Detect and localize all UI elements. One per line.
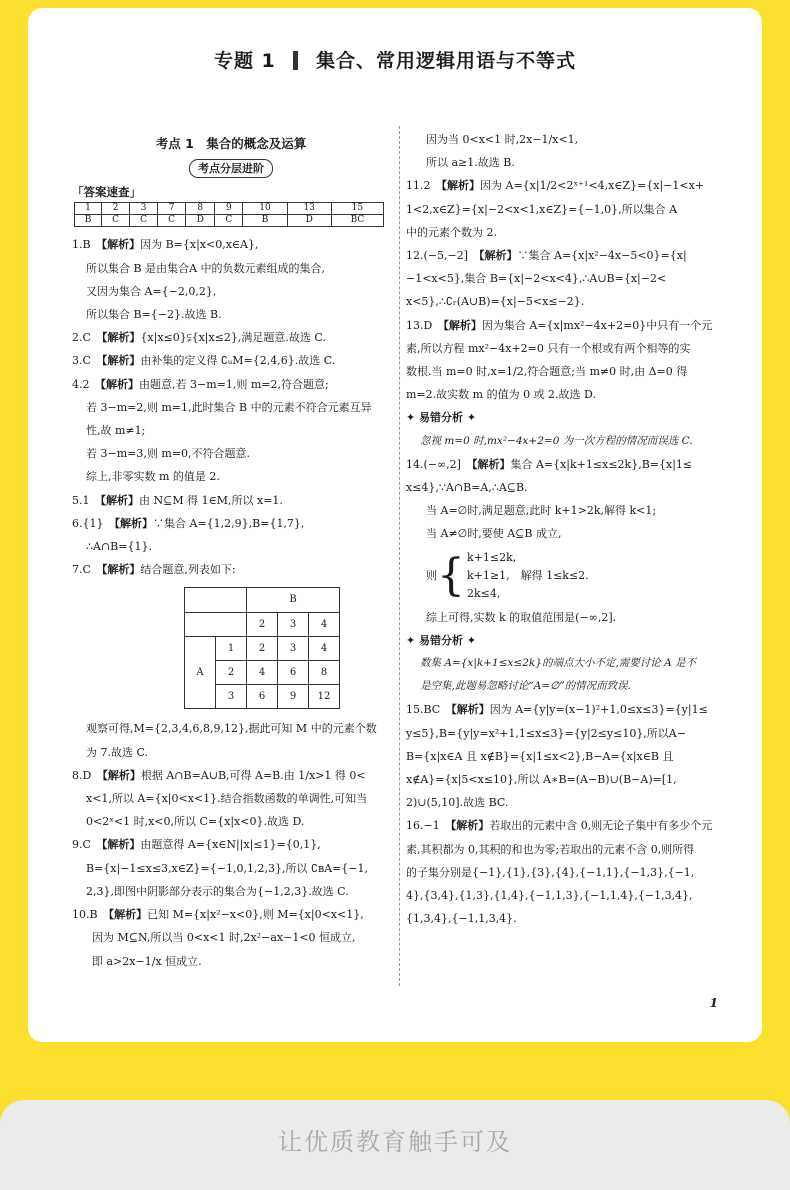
table-cell: 4 [247,661,278,685]
solution-line: 3.C 【解析】由补集的定义得 ∁ᵤM={2,4,6}.故选 C. [72,354,336,368]
document-page [28,8,762,1042]
solution-line: 当 A≠∅时,要使 A⊆B 成立, [426,527,562,541]
brace-icon: { [437,549,465,601]
solution-line: 即 a>2x−1/x 恒成立. [92,954,202,968]
solution-line: 数根.当 m=0 时,x=1/2,符合题意;当 m≠0 时,由 Δ=0 得 [406,365,688,379]
answer-value: C [158,215,186,227]
analysis-tag: 【解析】 [443,318,482,332]
solution-line: ∴A∩B={1}. [86,540,152,554]
answer-table [74,202,384,227]
answer-value: B [243,215,287,227]
answer-value: C [130,215,158,227]
solution-line: 因为当 0<x<1 时,2x−1/x<1, [426,133,579,146]
right-column [406,128,722,931]
footer-banner [0,1100,790,1190]
solution-line: 12.(−5,−2] 【解析】∵集合 A={x|x²−4x−5<0}={x| [406,249,687,263]
solution-line: 7.C 【解析】结合题意,列表如下: [72,563,236,577]
answer-number: 13 [287,203,331,215]
solution-line: x∉A}={x|5<x≤10},所以 A∗B=(A−B)∪(B−A)=[1, [406,773,677,787]
solution-line: 4.2 【解析】由题意,若 3−m=1,则 m=2,符合题意; [72,377,329,391]
solution-line: 因为 M⊆N,所以当 0<x<1 时,2x²−ax−1<0 恒成立, [92,931,356,945]
table-b-label: B [247,588,340,612]
solution-line: 所以 a≥1.故选 B. [426,156,515,170]
title-separator [293,51,298,70]
analysis-tag: 【解析】 [114,516,153,530]
solution-line: 4},{3,4},{1,3},{1,4},{−1,1,3},{−1,1,4},{−1,3,4}, [406,889,693,903]
analysis-tag: 【解析】 [450,819,490,833]
error-analysis-text: 数集 A={x|k+1≤x≤2k}的端点大小不定,需要讨论 A 是不 [420,657,697,670]
solution-line: m=2.故实数 m 的值为 0 或 2.故选 D. [406,388,596,402]
solution-line: 综上可得,实数 k 的取值范围是(−∞,2]. [426,610,617,624]
analysis-tag: 【解析】 [101,354,141,368]
answer-number: 10 [243,203,287,215]
solution-line: x<5},∴∁ᵣ(A∪B)={x|−5<x≤−2}. [406,295,585,309]
column-divider [399,126,400,986]
analysis-tag: 【解析】 [479,249,518,263]
answer-value: C [102,215,130,227]
table-cell: 6 [247,685,278,709]
table-cell: 12 [309,685,340,709]
answer-value: BC [331,215,383,227]
analysis-tag: 【解析】 [441,179,480,193]
analysis-tag: 【解析】 [100,493,139,507]
level-badge: 考点分层进阶 [189,159,273,178]
answer-number: 2 [102,203,130,215]
analysis-tag: 【解析】 [101,563,141,577]
solution-line: 性,故 m≠1; [86,424,146,438]
footer-slogan: 让优质教育触手可及 [278,1128,512,1156]
solution-line: 15.BC 【解析】因为 A={y|y=(x−1)²+1,0≤x≤3}={y|1≤ [406,703,708,717]
table-corner [185,588,247,612]
solution-line: 所以集合 B={−2}.故选 B. [86,308,222,322]
solution-line: 素,其积都为 0,其积的和也为零;若取出的元素不含 0,则所得 [406,842,695,856]
solution-line: 16.−1 【解析】若取出的元素中含 0,则无论子集中有多少个元 [406,819,713,833]
solution-line: 若 3−m=2,则 m=1,此时集合 B 中的元素不符合元素互异 [86,400,372,414]
left-column [72,128,390,973]
solution-line: 综上,非零实数 m 的值是 2. [86,470,220,484]
solution-line: x<1,所以 A={x|0<x<1}.结合指数函数的单调性,可知当 [86,792,368,806]
solution-line: B={x|x∈A 且 x∉B}={x|1≤x<2},B−A={x|x∈B 且 [406,749,674,763]
table-a-label: A [185,636,216,709]
table-corner [185,612,247,636]
solution-line: B={x|−1≤x≤3,x∈Z}={−1,0,1,2,3},所以 ∁ʙA={−1, [86,861,369,875]
solution-line: 2)∪(5,10].故选 BC. [406,796,509,810]
table-cell: 6 [278,661,309,685]
answer-number: 15 [331,203,383,215]
answer-number: 1 [75,203,102,215]
solution-line: 14.(−∞,2] 【解析】集合 A={x|k+1≤x≤2k},B={x|1≤ [406,457,693,471]
analysis-tag: 【解析】 [108,908,148,922]
solution-line: y≤5},B={y|y=x²+1,1≤x≤3}={y|2≤y≤10},所以A− [406,726,686,740]
error-analysis-text: 忽视 m=0 时,mx²−4x+2=0 为一次方程的情况而误选 C. [420,434,693,447]
analysis-tag: 【解析】 [101,838,141,852]
answer-value: D [287,215,331,227]
title-subject: 集合、常用逻辑用语与不等式 [316,50,577,72]
answer-number: 9 [215,203,243,215]
answer-value: D [186,215,215,227]
solution-line: 9.C 【解析】由题意得 A={x∈N||x|≤1}={0,1}, [72,838,321,852]
solution-line: −1<x<5},集合 B={x|−2<x<4},∴A∪B={x|−2< [406,272,667,286]
answer-check-label: 「答案速查」 [72,185,141,200]
solution-line: 中的元素个数为 2. [406,225,497,239]
solution-line: {1,3,4},{−1,1,3,4}. [406,912,517,926]
table-cell: 9 [278,685,309,709]
solution-line: 素,所以方程 mx²−4x+2=0 只有一个根或有两个相等的实 [406,341,691,355]
answer-value: B [75,215,102,227]
solution-line: 8.D 【解析】根据 A∩B=A∪B,可得 A=B.由 1/x>1 得 0< [72,768,366,782]
solution-line: 又因为集合 A={−2,0,2}, [86,284,217,298]
answer-value: C [215,215,243,227]
inequality-system [406,546,722,606]
solution-line: 观察可得,M={2,3,4,6,8,9,12},据此可知 M 中的元素个数 [86,722,377,736]
page-number: 1 [709,996,718,1010]
solution-line: 10.B 【解析】已知 M={x|x²−x<0},则 M={x|0<x<1}, [72,908,364,922]
answer-number: 3 [130,203,158,215]
table-cell: 3 [278,636,309,660]
system-line: k+1≥1, 解得 1≤k≤2. [467,568,589,582]
error-analysis-text: 是空集,此题易忽略讨论“A=∅”的情况而致误. [420,680,631,693]
solution-line: x≤4},∵A∩B=A,∴A⊆B. [406,481,528,495]
table-cell: 8 [309,661,340,685]
table-header: 4 [309,612,340,636]
system-line: k+1≤2k, [467,550,517,564]
analysis-tag: 【解析】 [471,457,511,471]
solution-line: 1.B 【解析】因为 B={x|x<0,x∈A}, [72,238,259,252]
answer-number: 8 [186,203,215,215]
system-prefix: 则 [426,569,437,583]
solution-line: 5.1 【解析】由 N⊆M 得 1∈M,所以 x=1. [72,493,283,507]
section-title: 考点 1 集合的概念及运算 [155,136,307,151]
solution-block-2 [72,717,390,972]
system-line: 2k≤4, [467,586,501,600]
table-cell: 4 [309,636,340,660]
error-analysis-label: ✦ 易错分析 ✦ [406,633,477,647]
analysis-tag: 【解析】 [100,377,139,391]
solution-line: 2,3},即图中阴影部分表示的集合为{−1,2,3}.故选 C. [86,884,349,898]
table-row-header: 2 [216,661,247,685]
analysis-tag: 【解析】 [101,331,141,345]
title-topic: 专题 1 [213,50,276,72]
solution-line: 1<2,x∈Z}={x|−2<x<1,x∈Z}={−1,0},所以集合 A [406,202,678,216]
product-table [184,587,340,709]
solution-line: 11.2 【解析】因为 A={x|1/2<2ˣ⁺¹<4,x∈Z}={x|−1<x+ [406,179,705,193]
solution-line: 的子集分别是{−1},{1},{3},{4},{−1,1},{−1,3},{−1, [406,865,695,879]
analysis-tag: 【解析】 [451,703,490,717]
solution-block-1 [72,233,390,581]
table-header: 2 [247,612,278,636]
solution-line: 当 A=∅时,满足题意,此时 k+1>2k,解得 k<1; [426,504,657,518]
solution-line: 为 7.故选 C. [86,745,149,759]
table-row-header: 1 [216,636,247,660]
solution-line: 2.C 【解析】{x|x≤0}⫋{x|x≤2},满足题意.故选 C. [72,331,326,345]
table-header: 3 [278,612,309,636]
solution-line: 若 3−m=3,则 m=0,不符合题意. [86,447,250,461]
solution-line: 6.{1} 【解析】∵集合 A={1,2,9},B={1,7}, [72,516,305,530]
solution-line: 0<2ˣ<1 时,x<0,所以 C={x|x<0}.故选 D. [86,815,305,829]
error-analysis-label: ✦ 易错分析 ✦ [406,411,477,425]
answer-number: 7 [158,203,186,215]
table-row-header: 3 [216,685,247,709]
solution-line: 13.D 【解析】因为集合 A={x|mx²−4x+2=0}中只有一个元 [406,318,713,332]
page-title [28,46,762,73]
table-cell: 2 [247,636,278,660]
analysis-tag: 【解析】 [102,768,141,782]
analysis-tag: 【解析】 [101,238,141,252]
solution-line: 所以集合 B 是由集合A 中的负数元素组成的集合, [86,261,326,275]
